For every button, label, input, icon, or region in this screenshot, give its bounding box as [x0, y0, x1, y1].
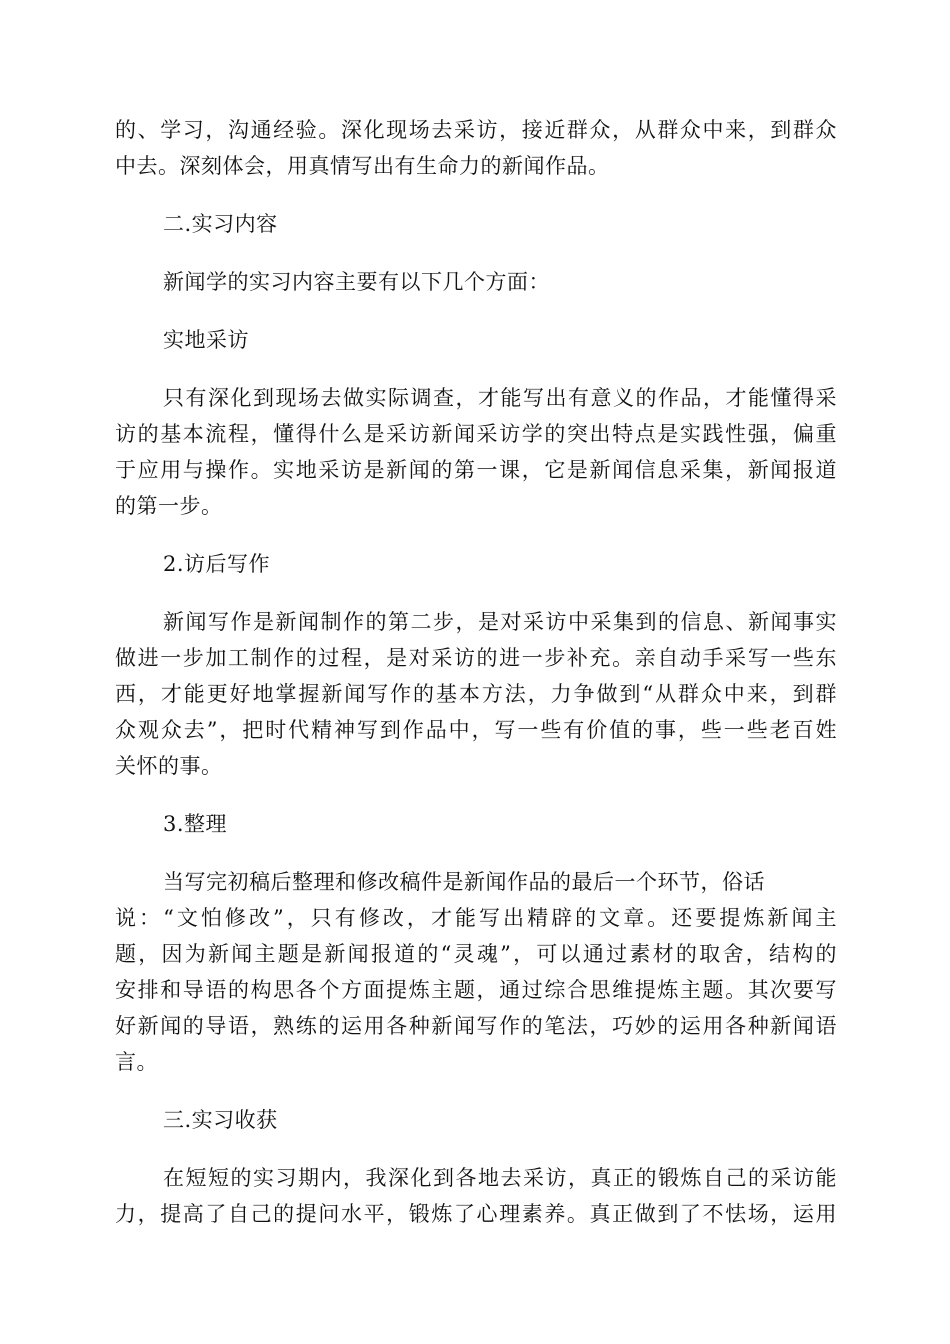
text-line: 关怀的事。: [115, 754, 223, 778]
continuation-paragraph: [115, 112, 837, 184]
subheading-writing: [115, 546, 837, 582]
section-heading-gains: [115, 1102, 837, 1138]
text-line: 众观众去”，把时代精神写到作品中，写一些有价值的事，些一些老百姓: [115, 718, 837, 742]
text-line: 题，因为新闻主题是新闻报道的“灵魂”，可以通过素材的取舍，结构的: [115, 942, 837, 966]
intro-paragraph: [115, 264, 837, 300]
subheading-field-interview: [115, 322, 837, 358]
writing-paragraph: [115, 604, 837, 784]
gains-paragraph: [115, 1160, 837, 1232]
text-line: 新闻写作是新闻制作的第二步，是对采访中采集到的信息、新闻事实: [163, 610, 837, 634]
text-line: 的第一步。: [115, 494, 223, 518]
heading-text: 二.实习内容: [163, 212, 278, 236]
document-page: [115, 112, 837, 1232]
text-line: 在短短的实习期内，我深化到各地去采访，真正的锻炼自己的采访能: [163, 1166, 837, 1190]
subheading-organize: [115, 806, 837, 842]
heading-text: 3.整理: [163, 812, 228, 836]
section-heading-content: [115, 206, 837, 242]
text-line: 言。: [115, 1050, 158, 1074]
text-line: 只有深化到现场去做实际调查，才能写出有意义的作品，才能懂得采: [163, 386, 837, 410]
heading-text: 三.实习收获: [163, 1108, 278, 1132]
text-line: 安排和导语的构思各个方面提炼主题，通过综合思维提炼主题。其次要写: [115, 978, 837, 1002]
text-line: 的、学习，沟通经验。深化现场去采访，接近群众，从群众中来，到群众: [115, 118, 837, 142]
text-line: 好新闻的导语，熟练的运用各种新闻写作的笔法，巧妙的运用各种新闻语: [115, 1014, 837, 1038]
text-line: 于应用与操作。实地采访是新闻的第一课，它是新闻信息采集，新闻报道: [115, 458, 837, 482]
text-line: 说：“文怕修改”，只有修改，才能写出精辟的文章。还要提炼新闻主: [115, 906, 837, 930]
field-interview-paragraph: [115, 380, 837, 524]
text-line: 中去。深刻体会，用真情写出有生命力的新闻作品。: [115, 154, 610, 178]
heading-text: 2.访后写作: [163, 552, 271, 576]
heading-text: 实地采访: [163, 328, 249, 352]
text-line: 当写完初稿后整理和修改稿件是新闻作品的最后一个环节，俗话: [163, 870, 765, 894]
organize-paragraph: [115, 864, 837, 1080]
text-line: 力，提高了自己的提问水平，锻炼了心理素养。真正做到了不怯场，运用: [115, 1202, 837, 1226]
text-line: 新闻学的实习内容主要有以下几个方面：: [163, 270, 550, 294]
text-line: 访的基本流程，懂得什么是采访新闻采访学的突出特点是实践性强，偏重: [115, 422, 837, 446]
text-line: 做进一步加工制作的过程，是对采访的进一步补充。亲自动手采写一些东: [115, 646, 837, 670]
text-line: 西，才能更好地掌握新闻写作的基本方法，力争做到“从群众中来，到群: [115, 682, 837, 706]
